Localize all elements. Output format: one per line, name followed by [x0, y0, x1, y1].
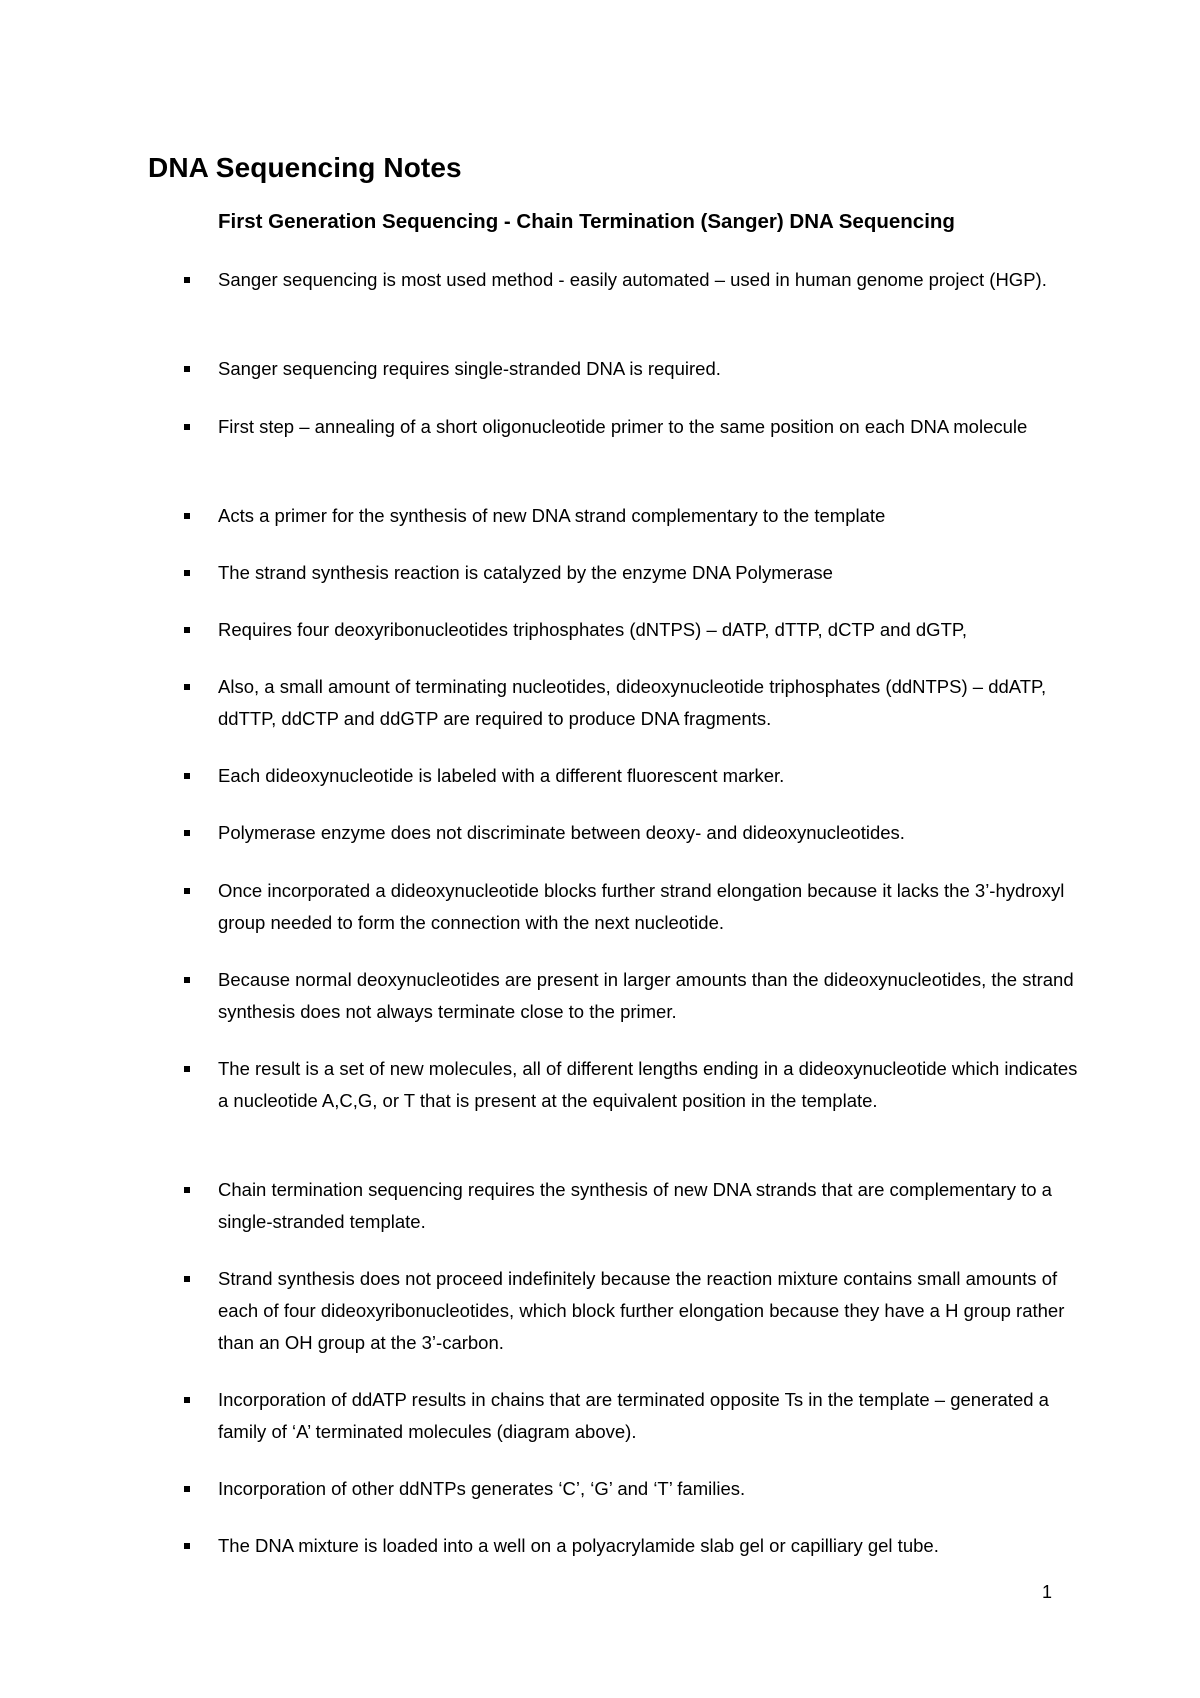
bullet-text: The DNA mixture is loaded into a well on a polyacrylamide slab gel or capilliary gel tube.: [218, 1535, 939, 1556]
bullet-icon: [184, 1486, 190, 1492]
document-title: DNA Sequencing Notes: [148, 152, 462, 183]
bullet-text: Incorporation of ddATP results in chains that are terminated opposite Ts in the template – generated a family of ‘A’ terminated molecules (diagram above).: [218, 1389, 1049, 1442]
bullet-icon: [184, 570, 190, 576]
bullet-icon: [184, 977, 190, 983]
bullet-icon: [184, 773, 190, 779]
bullet-icon: [184, 1187, 190, 1193]
bullet-icon: [184, 627, 190, 633]
bullet-text: Sanger sequencing is most used method - easily automated – used in human genome project (HGP).: [218, 269, 1047, 290]
bullet-icon: [184, 513, 190, 519]
section-heading: First Generation Sequencing - Chain Termination (Sanger) DNA Sequencing: [218, 210, 955, 233]
bullet-text: The result is a set of new molecules, all of different lengths ending in a dideoxynucleotide which indicates a nucleotide A,C,G, or T that is present at the equivalent position in the template.: [218, 1058, 1078, 1111]
bullet-text: Because normal deoxynucleotides are present in larger amounts than the dideoxynucleotides, the strand synthesis does not always terminate close to the primer.: [218, 969, 1074, 1022]
bullet-text: Incorporation of other ddNTPs generates ‘C’, ‘G’ and ‘T’ families.: [218, 1478, 746, 1499]
bullet-text: Each dideoxynucleotide is labeled with a different fluorescent marker.: [218, 765, 785, 786]
bullet-text: Polymerase enzyme does not discriminate between deoxy- and dideoxynucleotides.: [218, 822, 905, 843]
bullet-text: Also, a small amount of terminating nucleotides, dideoxynucleotide triphosphates (ddNTPS) – ddATP, ddTTP, ddCTP and ddGTP are required to produce DNA fragments.: [218, 676, 1047, 729]
bullet-icon: [184, 830, 190, 836]
bullet-text: Strand synthesis does not proceed indefinitely because the reaction mixture contains small amounts of each of four dideoxyribonucleotides, which block further elongation because they have a H group rather than an OH group at the 3’-carbon.: [218, 1268, 1065, 1353]
bullet-icon: [184, 277, 190, 283]
bullet-icon: [184, 888, 190, 894]
bullet-icon: [184, 684, 190, 690]
bullet-text: The strand synthesis reaction is catalyzed by the enzyme DNA Polymerase: [218, 562, 833, 583]
bullet-text: Requires four deoxyribonucleotides triphosphates (dNTPS) – dATP, dTTP, dCTP and dGTP,: [218, 619, 967, 640]
bullet-text: First step – annealing of a short oligonucleotide primer to the same position on each DNA molecule: [218, 416, 1028, 437]
bullet-icon: [184, 366, 190, 372]
bullet-icon: [184, 424, 190, 430]
bullet-icon: [184, 1543, 190, 1549]
bullet-icon: [184, 1066, 190, 1072]
bullet-text: Acts a primer for the synthesis of new DNA strand complementary to the template: [218, 505, 886, 526]
page-number: 1: [1042, 1582, 1053, 1602]
bullet-text: Once incorporated a dideoxynucleotide blocks further strand elongation because it lacks the 3’-hydroxyl group needed to form the connection with the next nucleotide.: [218, 880, 1065, 933]
bullet-text: Sanger sequencing requires single-stranded DNA is required.: [218, 358, 721, 379]
bullet-icon: [184, 1276, 190, 1282]
bullet-text: Chain termination sequencing requires the synthesis of new DNA strands that are complementary to a single-stranded template.: [218, 1179, 1052, 1232]
bullet-icon: [184, 1397, 190, 1403]
